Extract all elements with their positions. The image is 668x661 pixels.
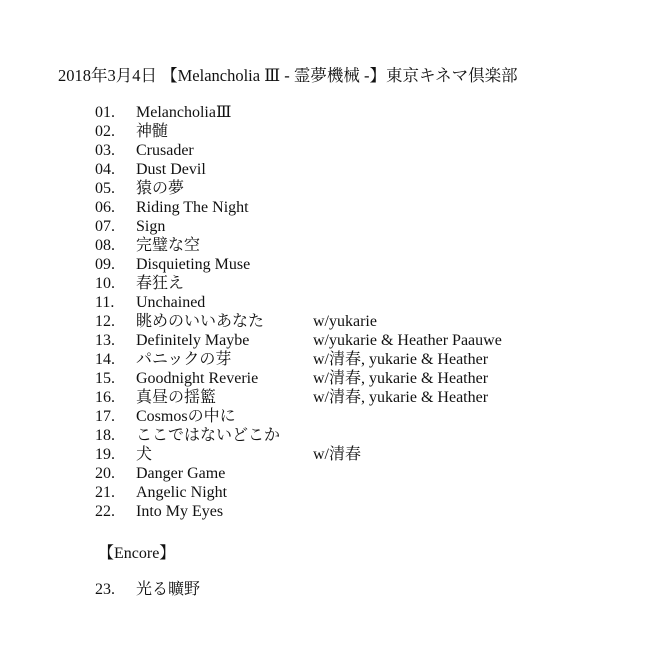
setlist-row	[95, 388, 502, 407]
setlist-row	[95, 445, 502, 464]
track-number: 13.	[95, 332, 115, 349]
song-title: Danger Game	[136, 465, 226, 482]
track-number: 08.	[95, 237, 115, 254]
track-number: 01.	[95, 104, 115, 121]
setlist-row	[95, 141, 502, 160]
song-title: 神髄	[136, 123, 169, 140]
song-title: 光る曠野	[136, 581, 201, 598]
setlist-row	[95, 236, 502, 255]
setlist-row	[95, 198, 502, 217]
setlist-row	[95, 350, 502, 369]
track-number: 17.	[95, 408, 115, 425]
setlist-row	[95, 407, 502, 426]
setlist	[95, 103, 502, 521]
track-number: 16.	[95, 389, 115, 406]
guest-note: w/清春	[313, 446, 362, 463]
song-title: 春狂え	[136, 275, 185, 292]
encore-heading: 【Encore】	[98, 545, 176, 562]
song-title: ここではないどこか	[136, 427, 281, 444]
track-number: 18.	[95, 427, 115, 444]
guest-note: w/清春, yukarie & Heather	[313, 389, 489, 406]
track-number: 10.	[95, 275, 115, 292]
song-title: Definitely Maybe	[136, 332, 250, 349]
track-number: 11.	[95, 294, 115, 311]
setlist-row	[95, 312, 502, 331]
setlist-row	[95, 179, 502, 198]
song-title: 真昼の揺籃	[136, 389, 217, 406]
track-number: 20.	[95, 465, 115, 482]
track-number: 03.	[95, 142, 115, 159]
song-title: Riding The Night	[136, 199, 249, 216]
guest-note: w/清春, yukarie & Heather	[313, 370, 489, 387]
song-title: Disquieting Muse	[136, 256, 251, 273]
track-number: 06.	[95, 199, 115, 216]
track-number: 15.	[95, 370, 115, 387]
track-number: 12.	[95, 313, 115, 330]
song-title: Unchained	[136, 294, 206, 311]
song-title: Crusader	[136, 142, 194, 159]
song-title: パニックの芽	[136, 351, 232, 368]
song-title: MelancholiaⅢ	[136, 104, 232, 121]
song-title: Goodnight Reverie	[136, 370, 259, 387]
track-number: 04.	[95, 161, 115, 178]
song-title: 猿の夢	[136, 180, 185, 197]
song-title: Sign	[136, 218, 166, 235]
guest-note: w/yukarie & Heather Paauwe	[313, 332, 502, 349]
track-number: 14.	[95, 351, 115, 368]
setlist-row	[95, 103, 502, 122]
setlist-row	[95, 369, 502, 388]
setlist-row	[95, 122, 502, 141]
track-number: 09.	[95, 256, 115, 273]
song-title: 犬	[136, 446, 153, 463]
setlist-row	[95, 274, 502, 293]
setlist-row	[95, 255, 502, 274]
setlist-row	[95, 293, 502, 312]
track-number: 05.	[95, 180, 115, 197]
setlist-row	[95, 502, 502, 521]
setlist-row	[95, 580, 313, 599]
setlist-row	[95, 483, 502, 502]
song-title: 完璧な空	[136, 237, 201, 254]
song-title: Cosmosの中に	[136, 408, 236, 425]
song-title: 眺めのいいあなた	[136, 313, 265, 330]
track-number: 21.	[95, 484, 115, 501]
setlist-row	[95, 160, 502, 179]
track-number: 02.	[95, 123, 115, 140]
setlist-row	[95, 217, 502, 236]
guest-note: w/yukarie	[313, 313, 377, 330]
encore-list	[95, 580, 313, 599]
page-title: 2018年3月4日 【Melancholia Ⅲ - 霊夢機械 -】東京キネマ倶楽部	[58, 66, 518, 85]
setlist-row	[95, 464, 502, 483]
track-number: 19.	[95, 446, 115, 463]
track-number: 23.	[95, 581, 115, 598]
setlist-row	[95, 426, 502, 445]
track-number: 07.	[95, 218, 115, 235]
song-title: Into My Eyes	[136, 503, 224, 520]
song-title: Dust Devil	[136, 161, 206, 178]
guest-note: w/清春, yukarie & Heather	[313, 351, 489, 368]
track-number: 22.	[95, 503, 115, 520]
song-title: Angelic Night	[136, 484, 228, 501]
setlist-row	[95, 331, 502, 350]
